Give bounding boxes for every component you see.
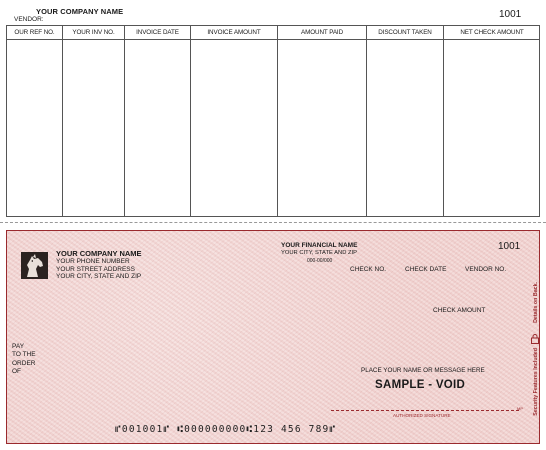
company-address: YOUR STREET ADDRESS (56, 265, 135, 273)
company-block (56, 249, 142, 281)
bank-city: YOUR CITY, STATE AND ZIP (281, 250, 358, 256)
pay-to-the-order-of (12, 343, 36, 376)
pay-to-line: PAY (12, 343, 25, 350)
column-discount-taken (367, 26, 444, 216)
perforation-line (0, 222, 546, 223)
stub-company-name: YOUR COMPANY NAME (36, 7, 124, 16)
signature-mp-mark: MP (517, 406, 523, 411)
column-your-inv-no (63, 26, 125, 216)
column-header: AMOUNT PAID (300, 29, 344, 36)
column-net-check-amount (444, 26, 540, 216)
bank-name: YOUR FINANCIAL NAME (281, 242, 358, 249)
bank-fraction-code: 000-00/000 (307, 258, 333, 264)
column-header: OUR REF NO. (14, 29, 55, 36)
company-phone: YOUR PHONE NUMBER (56, 258, 130, 265)
invoice-table (6, 25, 540, 217)
padlock-icon (531, 334, 539, 344)
check-no-label: CHECK NO. (350, 266, 387, 273)
micr-line: ⑈001001⑈ ⑆000000000⑆123 456 789⑈ (115, 424, 337, 435)
check (6, 230, 540, 444)
column-our-ref-no (7, 26, 63, 216)
column-header: DISCOUNT TAKEN (378, 29, 432, 36)
check-date-label: CHECK DATE (405, 266, 447, 273)
horse-head-logo-icon (21, 252, 48, 279)
column-invoice-date (125, 26, 191, 216)
stub-vendor-label: VENDOR: (14, 16, 44, 23)
column-header: NET CHECK AMOUNT (460, 29, 524, 36)
vendor-no-label: VENDOR NO. (465, 266, 507, 273)
column-header: INVOICE DATE (136, 29, 179, 36)
column-invoice-amount (191, 26, 278, 216)
pay-to-line: OF (12, 367, 22, 375)
security-details-text: Details on Back. (533, 282, 539, 323)
check-number: 1001 (498, 241, 521, 252)
company-name: YOUR COMPANY NAME (56, 249, 142, 258)
signature-line (331, 410, 519, 411)
security-features-text: Security Features Included (533, 348, 539, 416)
column-header: YOUR INV NO. (72, 29, 115, 36)
pay-to-line: TO THE (12, 351, 36, 359)
column-header: INVOICE AMOUNT (207, 29, 261, 36)
company-city: YOUR CITY, STATE AND ZIP (56, 273, 142, 280)
stub-check-number: 1001 (499, 9, 522, 20)
signature-label: AUTHORIZED SIGNATURE (393, 413, 451, 418)
custom-message: PLACE YOUR NAME OR MESSAGE HERE (361, 367, 485, 374)
column-amount-paid (278, 26, 367, 216)
void-stamp: SAMPLE - VOID (375, 379, 466, 391)
check-amount-label: CHECK AMOUNT (433, 307, 486, 314)
pay-to-line: ORDER (12, 359, 36, 367)
